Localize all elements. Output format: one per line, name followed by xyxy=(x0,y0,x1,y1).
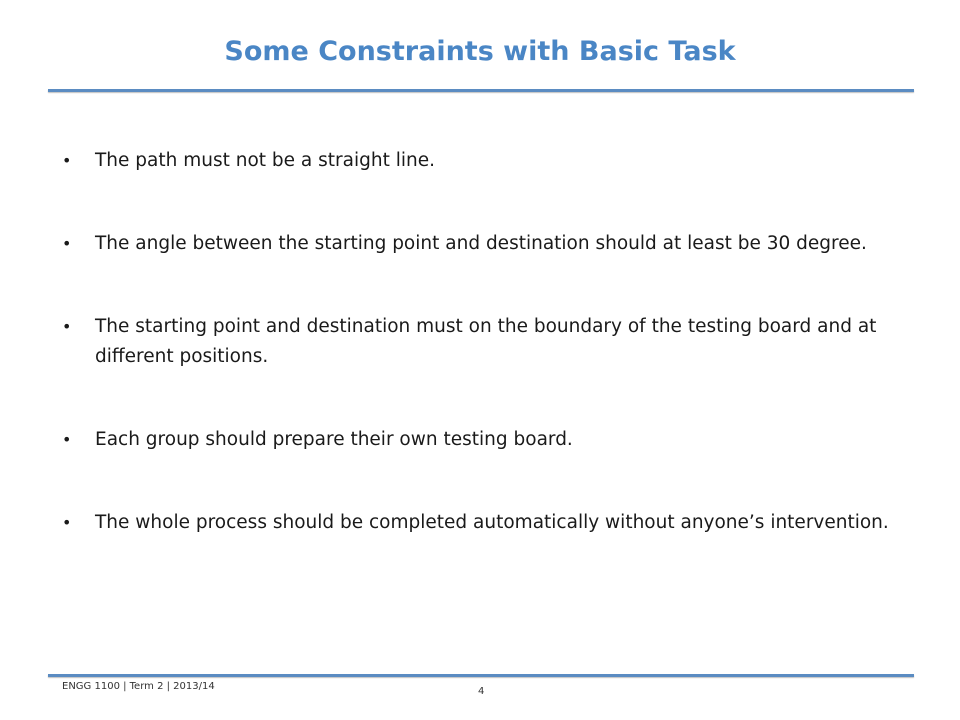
bullet-icon: • xyxy=(62,317,72,336)
bullet-text: The whole process should be completed automatically without anyone’s intervention. xyxy=(95,512,889,533)
bullet-item xyxy=(60,312,900,372)
bullet-item xyxy=(60,508,900,538)
bullet-item xyxy=(60,146,900,176)
bullet-icon: • xyxy=(62,513,72,532)
bullet-text: The path must not be a straight line. xyxy=(95,150,435,171)
bullet-text: The angle between the starting point and destination should at least be 30 degree. xyxy=(95,233,867,254)
title-divider xyxy=(48,89,914,92)
bullet-icon: • xyxy=(62,151,72,170)
bullet-item xyxy=(60,229,900,259)
footer-text: ENGG 1100 | Term 2 | 2013/14 xyxy=(62,681,215,692)
bullet-item xyxy=(60,425,900,455)
bullet-text: Each group should prepare their own testing board. xyxy=(95,429,573,450)
bullet-list xyxy=(60,146,900,591)
footer-divider xyxy=(48,674,914,677)
slide-title: Some Constraints with Basic Task xyxy=(224,36,736,67)
bullet-icon: • xyxy=(62,234,72,253)
page-number: 4 xyxy=(478,686,485,697)
bullet-icon: • xyxy=(62,430,72,449)
bullet-text: The starting point and destination must on the boundary of the testing board and at different positions. xyxy=(95,316,877,367)
